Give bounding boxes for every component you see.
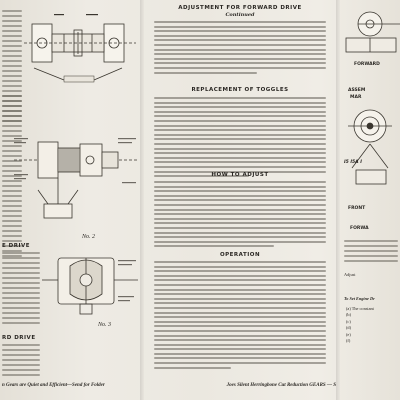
section-heading-toggles: REPLACEMENT OF TOGGLES xyxy=(191,87,289,93)
list-item: (d) xyxy=(346,325,352,331)
left-text-block-4 xyxy=(2,344,40,379)
list-item: (e) xyxy=(346,331,351,337)
left-text-block-2 xyxy=(2,95,22,125)
section-heading-how-to-adjust: HOW TO ADJUST xyxy=(211,172,269,178)
middle-page xyxy=(144,0,336,400)
figure-2-caption: No. 2 xyxy=(82,234,96,240)
figure-3-drawing xyxy=(42,250,138,320)
left-section-heading-1: E DRIVE xyxy=(2,243,31,249)
left-text-block-3 xyxy=(2,252,40,327)
left-section-heading-2: RD DRIVE xyxy=(2,335,36,341)
page-subtitle: Continued xyxy=(225,12,255,18)
label-mark: MAR xyxy=(350,95,362,100)
list-item: (b) xyxy=(346,312,352,318)
middle-page-footer: Joes Silent Herringbone Cut Reduction GEARS — S xyxy=(226,383,336,388)
label-front: FRONT xyxy=(348,206,366,211)
body-text-how-to-adjust xyxy=(154,181,326,250)
adjustment-note: Adjust xyxy=(344,272,356,277)
figure-3-caption: No. 3 xyxy=(98,322,112,328)
list-item: (a) The constant xyxy=(346,306,374,311)
body-text-operation xyxy=(154,261,326,371)
body-text-adjustment xyxy=(154,21,326,76)
page-title: ADJUSTMENT FOR FORWARD DRIVE xyxy=(178,5,302,11)
figure-2-drawing xyxy=(14,130,138,230)
figure-1-drawing xyxy=(24,10,136,90)
list-item: (c) xyxy=(346,318,351,324)
left-page xyxy=(0,0,140,400)
list-item: (f) xyxy=(346,338,351,344)
left-page-footer: n Gears are Quiet and Efficient—Send for Folder xyxy=(2,383,105,388)
engine-drive-heading: To Set Engine Dr xyxy=(344,296,375,301)
label-part-numbers: I5 I5A I xyxy=(344,160,362,165)
right-text-block xyxy=(344,240,398,265)
label-forward: FORWARD xyxy=(354,62,380,67)
body-text-toggles xyxy=(154,97,326,180)
label-forward-2: FORWA xyxy=(350,226,369,231)
right-diagram-top xyxy=(344,6,400,66)
right-page xyxy=(340,0,400,400)
instruction-list xyxy=(346,306,374,344)
right-diagram-middle xyxy=(342,104,400,190)
section-heading-operation: OPERATION xyxy=(219,252,261,258)
label-assembly: ASSEM xyxy=(348,88,366,93)
